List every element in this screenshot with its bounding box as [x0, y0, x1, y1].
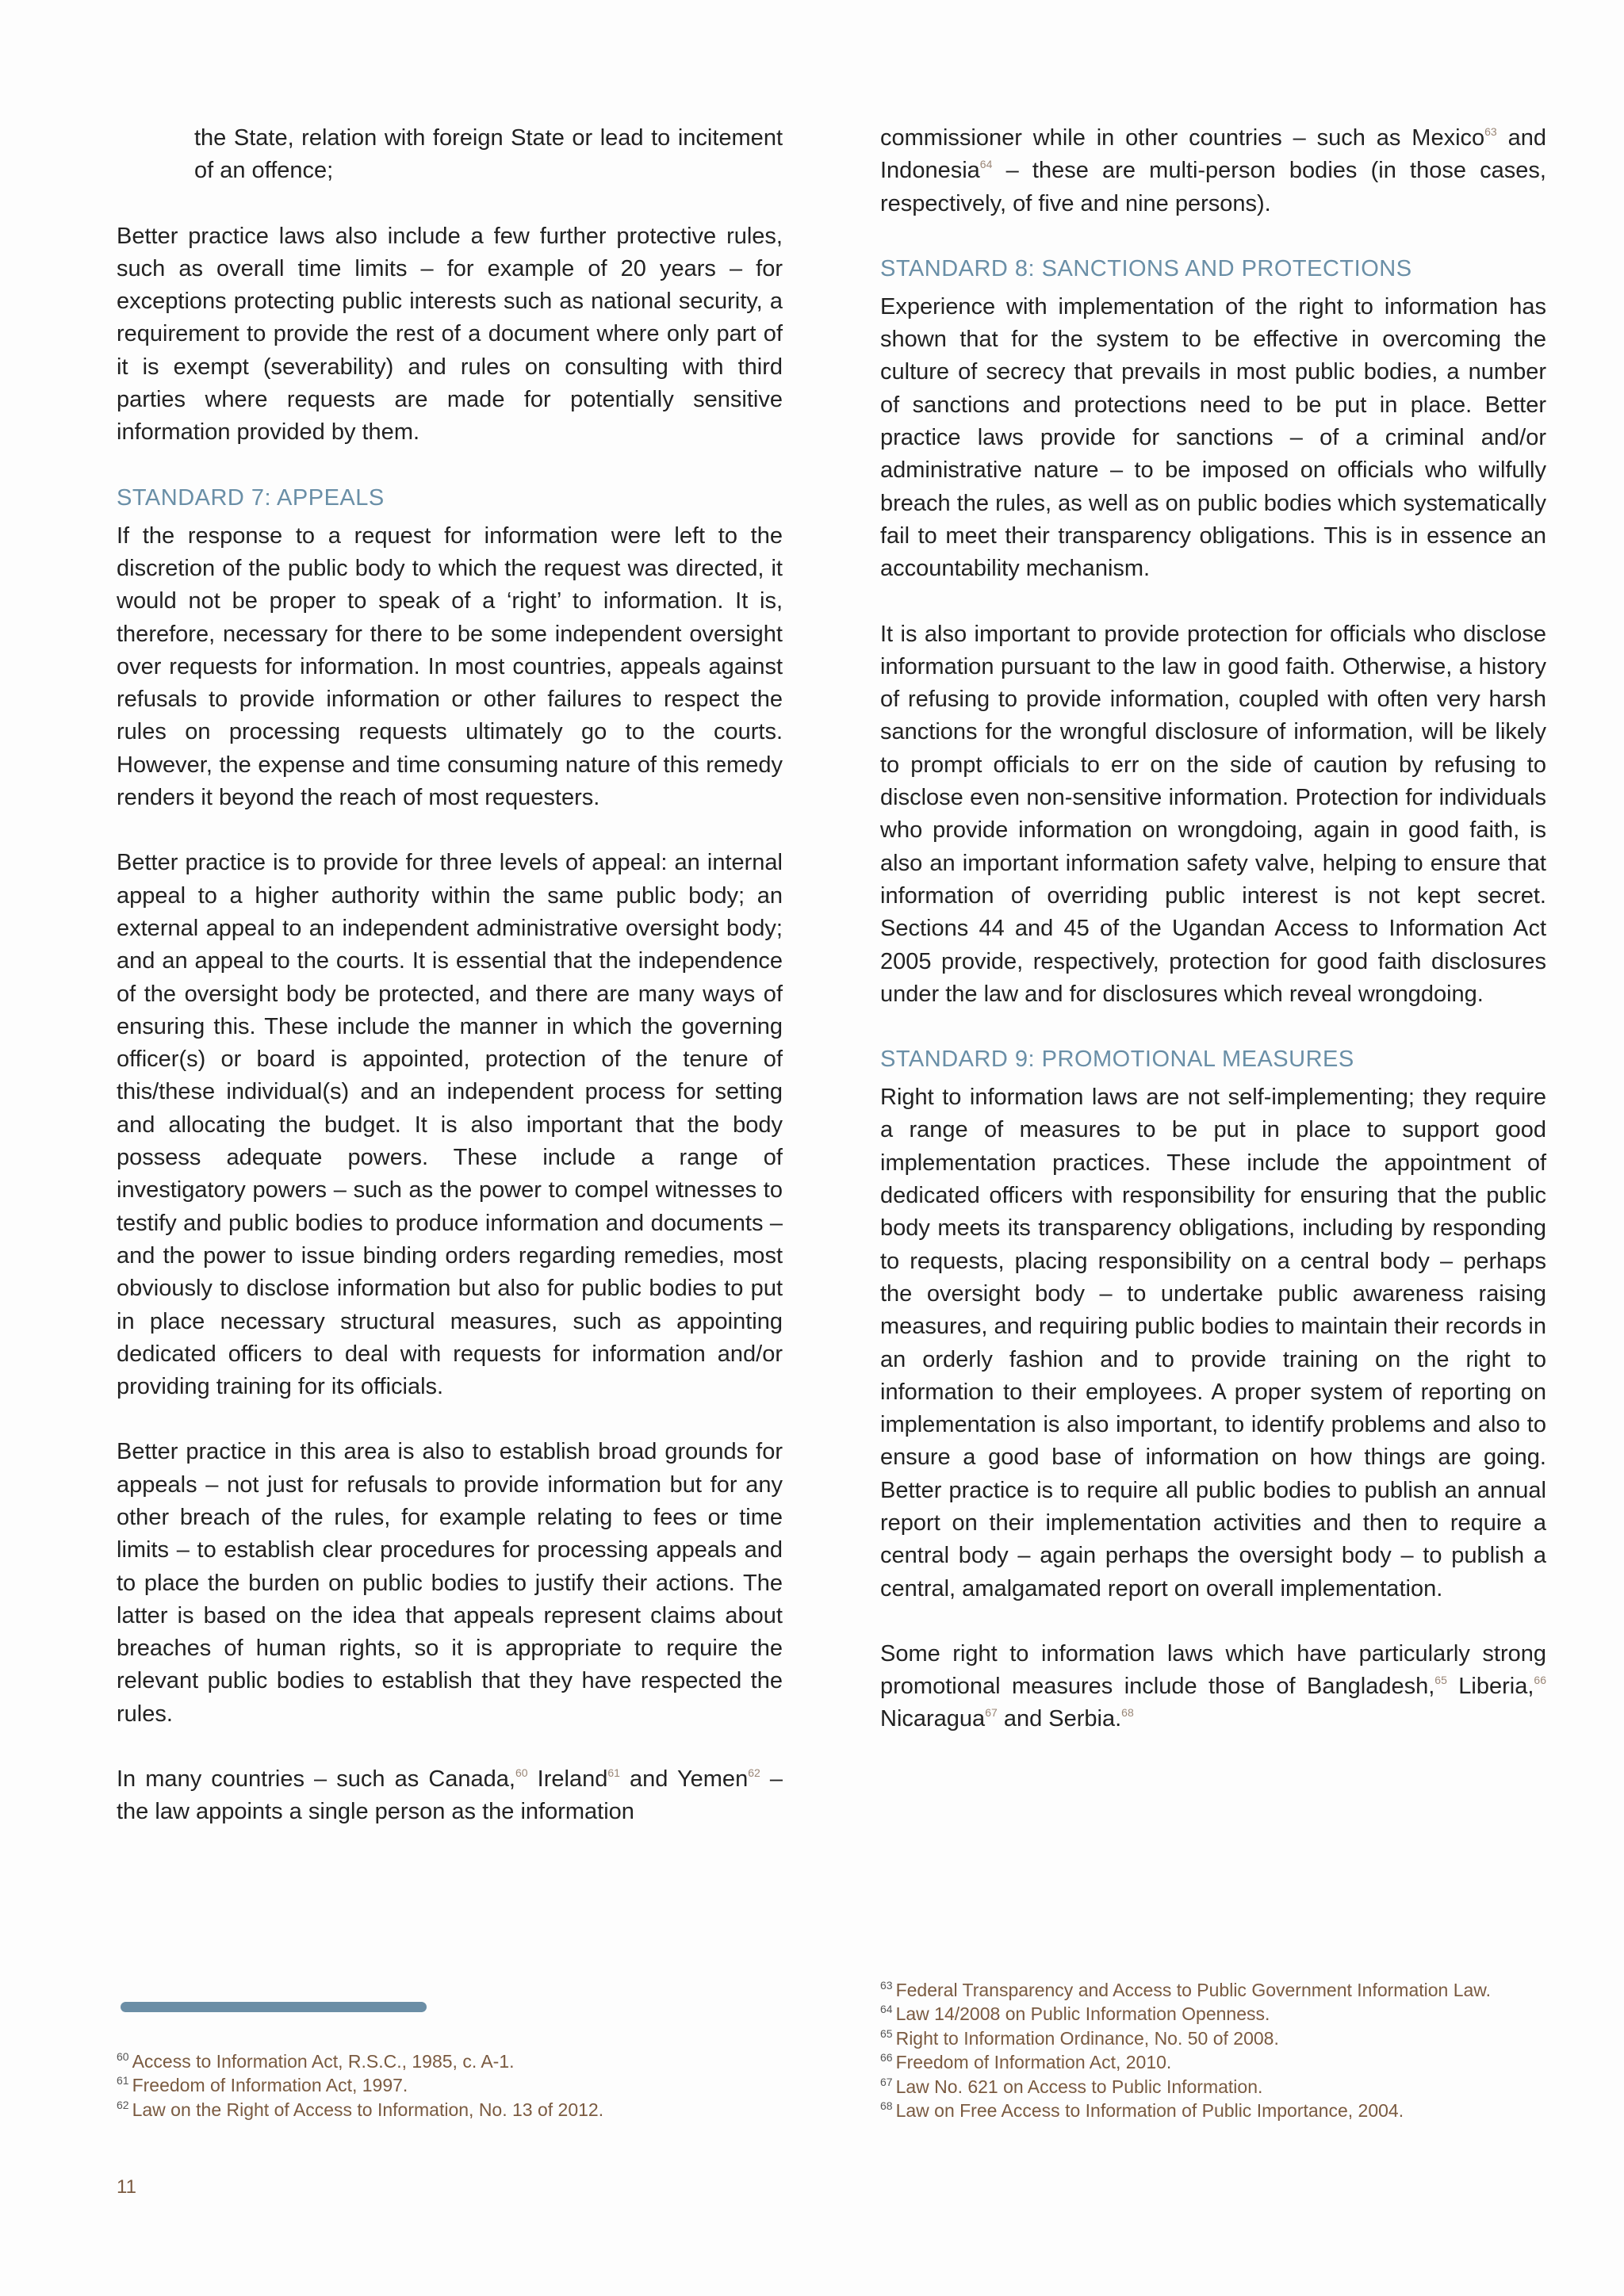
footnote-62 [117, 2098, 603, 2122]
footnote-64 [880, 2002, 1491, 2026]
footnote-number: 64 [880, 2003, 893, 2016]
paragraph-appeals-oversight: If the response to a request for information were left to the discretion of the public body to which the request was directed, it would not be proper to speak of a ‘right’ to information. It is, therefore, necessary for there to be some independent oversight over requests for information. In most countries, appeals against refusals to provide information or other failures to respect the rules on processing requests ultimately go to the courts. However, the expense and time consuming nature of this remedy renders it beyond the reach of most requesters. [117, 522, 783, 811]
footnote-ref-63[interactable]: 63 [1484, 125, 1497, 138]
footnote-text: Law No. 621 on Access to Public Information. [895, 2076, 1263, 2097]
right-column [880, 122, 1546, 1769]
paragraph-strong-promotional-laws [880, 1638, 1546, 1736]
footnote-number: 65 [880, 2026, 893, 2040]
footnote-text: Access to Information Act, R.S.C., 1985, c. A-1. [132, 2051, 515, 2072]
footnote-ref-64[interactable]: 64 [979, 158, 993, 171]
heading-standard-7-appeals: STANDARD 7: APPEALS [117, 484, 385, 511]
footnote-text: Law on the Right of Access to Information, No. 13 of 2012. [132, 2099, 604, 2120]
text-segment: – the law appoints a single person as the information [117, 1766, 783, 1825]
left-column [117, 122, 783, 1862]
footnote-text: Freedom of Information Act, 1997. [132, 2075, 408, 2096]
footnote-number: 68 [880, 2099, 893, 2113]
footnote-number: 61 [117, 2074, 129, 2087]
paragraph-broad-grounds: Better practice in this area is also to establish broad grounds for appeals – not just for refusals to provide information but for any other breach of the rules, for example relating to fees or time limits – to establish clear procedures for processing appeals and to place the burden on public bodies to justify their actions. The latter is based on the idea that appeals represent claims about breaches of human rights, so it is appropriate to require the relevant public bodies to establish that they have respected the rules. [117, 1439, 783, 1727]
footnote-number: 66 [880, 2051, 893, 2064]
footnote-ref-67[interactable]: 67 [985, 1706, 998, 1720]
text-segment: Liberia, [1446, 1674, 1534, 1700]
footnotes-right [880, 1978, 1491, 2122]
footnote-text: Freedom of Information Act, 2010. [895, 2052, 1172, 2073]
footnote-ref-68[interactable]: 68 [1121, 1706, 1134, 1720]
footnote-ref-62[interactable]: 62 [748, 1766, 760, 1780]
paragraph-promotional-measures: Right to information laws are not self-implementing; they require a range of measures to be put in place to support good implementation practices. These include the appointment of dedicated officers with responsibility for ensuring that the public body meets its transparency obligations, including by responding to requests, placing responsibility on a central body – perhaps the oversight body – to undertake public awareness raising measures, and requiring public bodies to maintain their records in an orderly fashion and to provide training on the right to information to their employees. A proper system of reporting on implementation is also important, to identify problems and also to ensure a good base of information on how things are going. Better practice is to require all public bodies to publish an annual report on their implementation activities and then to require a central body – again perhaps the oversight body – to publish a central, amalgamated report on overall implementation. [880, 1085, 1546, 1601]
footnote-ref-65[interactable]: 65 [1434, 1674, 1447, 1687]
footnote-text: Law on Free Access to Information of Public Importance, 2004. [895, 2100, 1404, 2122]
footnote-66 [880, 2050, 1491, 2074]
paragraph-protective-rules: Better practice laws also include a few further protective rules, such as overall time limits – for example of 20 years – for exceptions protecting public interests such as national security, a requirement to provide the rest of a document where only part of it is exempt (severability) and rules on consulting with third parties where requests are made for potentially sensitive information provided by them. [117, 223, 783, 446]
text-segment: Some right to information laws which have particularly strong promotional measures include those of Bangladesh, [880, 1640, 1546, 1700]
footnote-ref-61[interactable]: 61 [607, 1766, 620, 1780]
footnote-number: 67 [880, 2075, 893, 2088]
heading-standard-9-promotional: STANDARD 9: PROMOTIONAL MEASURES [880, 1047, 1354, 1073]
footnote-separator-bar [121, 2002, 427, 2012]
footnote-number: 62 [117, 2098, 129, 2111]
footnote-65 [880, 2026, 1491, 2050]
text-segment: commissioner while in other countries – such as Mexico [880, 125, 1485, 151]
footnote-68 [880, 2099, 1491, 2122]
paragraph-three-levels-appeal: Better practice is to provide for three levels of appeal: an internal appeal to a higher authority within the same public body; an external appeal to an independent administrative oversight body; and an appeal to the courts. It is essential that the independence of the oversight body be protected, and there are many ways of ensuring this. These include the manner in which the governing officer(s) or board is appointed, protection of the tenure of this/these individual(s) and an independent process for setting and allocating the budget. It is also important that the body possess adequate powers. These include a range of investigatory powers – such as the power to compel witnesses to testify and public bodies to produce information and documents – and the power to issue binding orders regarding remedies, most obviously to disclose information but also for public bodies to put in place necessary structural measures, such as appointing dedicated officers to deal with requests for information and/or providing training for its officials. [117, 850, 783, 1400]
text-segment: and Indonesia [880, 125, 1546, 184]
footnote-ref-60[interactable]: 60 [515, 1766, 528, 1780]
page-number: 11 [117, 2176, 136, 2198]
text-segment: and Serbia. [997, 1706, 1122, 1732]
paragraph-protections: It is also important to provide protection for officials who disclose information pursuant to the law in good faith. Otherwise, a history of refusing to provide information, coupled with often very harsh sanctions for the wrongful disclosure of information, will be likely to prompt officials to err on the side of caution by refusing to disclose even non-sensitive information. Protection for individuals who provide information on wrongdoing, again in good faith, is also an important information safety valve, helping to ensure that information of overriding public interest is not kept secret. Sections 44 and 45 of the Ugandan Access to Information Act 2005 provide, respectively, protection for good faith disclosures under the law and for disclosures which reveal wrongdoing. [880, 621, 1546, 1007]
text-segment: Ireland [527, 1766, 608, 1793]
text-segment: – these are multi-person bodies (in those cases, respectively, of five and nine persons). [880, 158, 1546, 216]
footnote-61 [117, 2073, 603, 2097]
footnote-text: Right to Information Ordinance, No. 50 of 2008. [895, 2027, 1279, 2049]
text-segment: and Yemen [619, 1766, 749, 1793]
footnote-text: Federal Transparency and Access to Public Government Information Law. [895, 1980, 1492, 2000]
text-segment: Nicaragua [880, 1706, 986, 1732]
footnote-60 [117, 2049, 603, 2073]
footnote-number: 63 [880, 1979, 893, 1992]
footnote-67 [880, 2075, 1491, 2099]
footnote-ref-66[interactable]: 66 [1534, 1674, 1546, 1687]
footnote-text: Law 14/2008 on Public Information Openness. [895, 2003, 1270, 2025]
footnote-63 [880, 1978, 1491, 2002]
footnotes-left [117, 2049, 603, 2122]
paragraph-exceptions-end: the State, relation with foreign State or lead to incitement of an offence; [194, 125, 783, 184]
footnote-number: 60 [117, 2050, 129, 2063]
paragraph-multi-person-bodies [880, 122, 1546, 220]
text-segment: In many countries – such as Canada, [117, 1766, 515, 1793]
heading-standard-8-sanctions: STANDARD 8: SANCTIONS AND PROTECTIONS [880, 255, 1412, 281]
paragraph-single-person [117, 1763, 783, 1829]
paragraph-sanctions: Experience with implementation of the right to information has shown that for the system to be effective in overcoming the culture of secrecy that prevails in most public bodies, a number of sanctions and protections need to be put in place. Better practice laws provide for sanctions – of a criminal and/or administrative nature – to be imposed on officials who wilfully breach the rules, as well as on public bodies which systematically fail to meet their transparency obligations. This is in essence an accountability mechanism. [880, 293, 1546, 582]
